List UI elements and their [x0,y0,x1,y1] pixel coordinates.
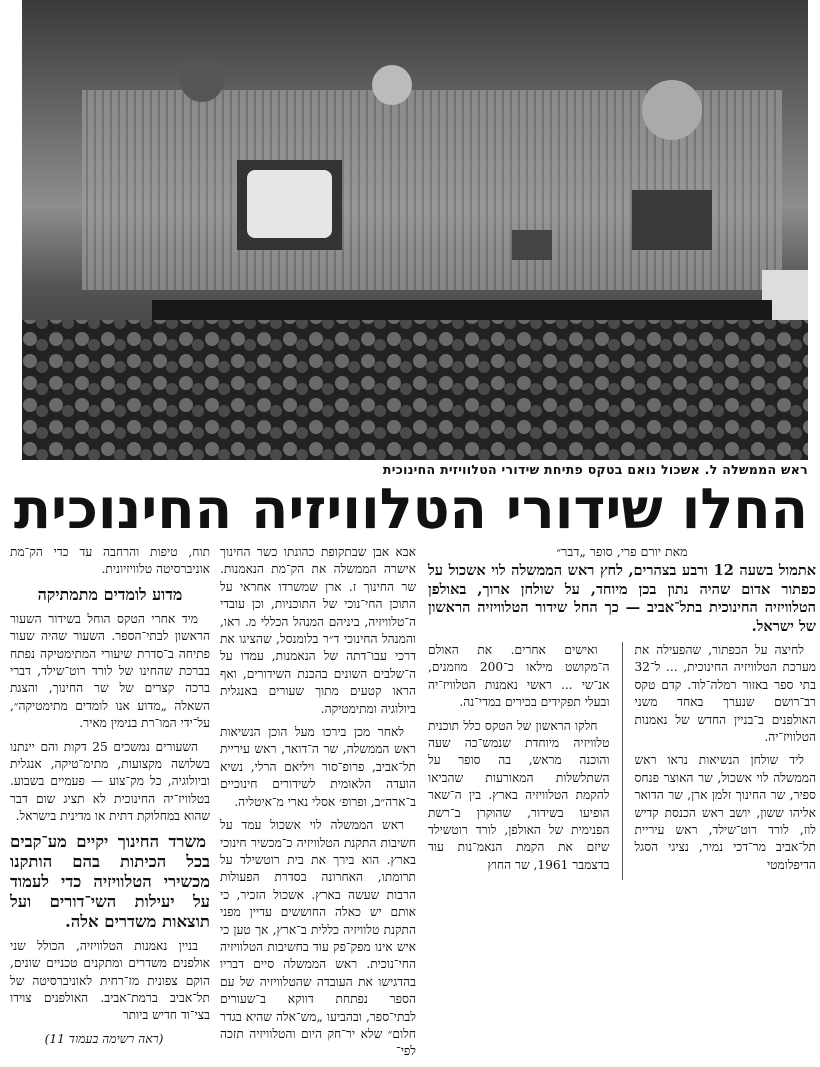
paragraph: חלקו הראשון של הטקס כלל תוכנית טלוויזיה מיוחדת שנמש־כה שעה והוכנה מראש, בה סופר על השתלשלות המאורעות שהביאו להקמת הטלוויזיה בארץ. בין ה־שאר הופיעו בשידור, שהוקרן ב־רשת הפנימית של האולפן, לורד רוטשילד שיזם את הקמת הנאמ־נות עוד בדצמבר 1961, שר החוץ [428,718,610,872]
paragraph: לחיצה על הכפתור, שהפעילה את מערכת הטלוויזיה החינוכית, ... ל־32 בתי ספר באזור רמלה־לוד. קדם טקס רב־רושם שנערך באחד משני האולפנים ב־בניין החדש של נאמנות הטלוויז־יה. [634,643,816,745]
column-divider [622,642,623,880]
column-middle [220,544,416,1067]
paragraph: ואישים אחרים. את האולם ה־מקושט מילאו כ־200 מוזמנים, אנ־שי ... ראשי נאמנות הטלוויז־יה ובעלי תפקידים בכירים במדי־נה. [428,643,610,710]
see-also-note: (ראה רשימה בעמוד 11) [44,1031,164,1046]
paragraph: מיד אחרי הטקס הוחל בשידור השעור הראשון לבתי־הספר. השעור שהיה שעור פתיחה ב־סדרת שיעורי המתימטיקה נפתח בברכת שהחינו של לורד רוט־שילד, דברי ברכה קצרים של שר החינוך, והצגת השאלה „מדוע אנו לומדים מתימטיקה״, על־ידי המו־רת בנימין מאיר. [10,611,210,731]
news-photo [22,0,808,460]
column-right-2 [428,642,610,880]
paragraph: בניין נאמנות הטלוויזיה, הכולל שני אולפנים משדרים ומתקנים טכניים שונים, הוקם צפונית מז־רחית לאוניברסיטה של תל־אביב ברמת־אביב. האולפנים צוידו בצי־וד חדיש ביותר [10,938,210,1023]
photo-caption: ראש הממשלה ל. אשכול נואם בטקס פתיחת שידורי הטלוויזית החינוכית [382,462,808,477]
paragraph: השעורים נמשכים 25 דקות והם יינתנו בשלושה מקצועות, מתימ־טיקה, אנגלית וביולוגיה, כל מק־צוע — פעמיים בשבוע. בטלוויז־יה החינוכית לא תציג שום דבר שהוא במחלוקת דתית או מדינית בישראל. [10,739,210,824]
headline: החלו שידורי הטלוויזיה החינוכית [13,477,808,542]
paragraph: ליד שולחן הנשיאות נראו ראש הממשלה לוי אשכול, שר האוצר פנחס ספיר, שר החינוך זלמן ארן, שר הדואר אליהו ששון, יושב ראש הכנסת קדיש לוז, לורד רוט־שילד, ראש עיריית תל־אביב מר־דכי נמיר, נציגי הסגל הדיפלומטי [634,753,816,872]
tv-studio-photo-icon [22,0,808,460]
column-left [10,544,210,1054]
paragraph: ראש הממשלה לוי אשכול עמד על חשיבות התקנת הטלוויזיה כ־מכשיר חינוכי בארץ. הוא בירך את בית רוטשילד על תרומתו, האחרונה בסדרת הפעולות הרבות שעשה בארץ. אשכול הזכיר, כי אותם יש כאלה החוששים עדיין מפני התקנת טלוויזיה כללית ב־ארץ, אך טען כי איש אינו מפק־פק עוד בחשיבות הטלוויזיה החי־נוכית. ראש הממשלה סיים דבריו בהדגישו את העובדה שהטלוויזיה של עם הספר נפתחת דווקא ב־שעורים לבתי־ספר, ובהביעו „מש־אלה שהיא בגדר חלום״ שלא יר־חק היום והטלוויזיה תזכה לפי־ [220,818,416,1059]
subheading: מדוע לומדים מתמתיקה [37,584,183,604]
byline: מאת יורם פרי, סופר „דבר״ [556,544,688,559]
subcolumns [428,642,816,880]
bold-paragraph: משרד החינוך יקיים מע־קבים בכל הכיתות בהם הותקנו מכשירי הטלוויזיה כדי לעמוד על יעילות השי־דורים ועל תוצאות משדרים אלה. [10,831,210,931]
paragraph: תוח, טיפות והרחבה עד כדי הק־מת אוניברסיטה טלוויזיונית. [10,545,210,577]
headline-container [13,477,808,542]
paragraph: אבא אבן שבתקופת כהונתו כשר החינוך אישרה הממשלה את הק־מת הנאמנות. שר החינוך ז. ארן שמשרדו אחראי על התוכן החי־נוכי של התוכניות, וכן עובדי ה־טלוויזיה, ביניהם המנהל הכללי מ. ראו, והמנהל החינוכי ד״ר בלומנסל, שהציגו את דרכי עבו־דתה של הנאמנות, עמדו על ה־שלבים השונים בהכנת השידורים, ואף הראו קטעים מתוך שעורים באנגלית ביולוגיה ומתימטיקה. [220,545,416,716]
article-right-block [428,544,816,880]
lead-paragraph: אתמול בשעה 12 ורבע בצהרים, לחץ ראש הממשלה לוי אשכול על כפתור אדום שהיה נתון בכן מיוחד, על שולחן ארוך, באולפן הטלוויזיה החינוכית בתל־אביב — כך החל שידור הטלוויזיה הראשון של ישראל. [428,562,817,635]
paragraph: לאחר מכן בירכו מעל הוכן הנשיאות ראש הממשלה, שר ה־דואר, ראש עיריית תל־אביב, פרופ־סור ויליאם הרלי, נשיא הועדה הלאומית לשידורים חינוכיים ב־ארה״ב, ופרופ׳ אסלי נארי מ־איטליה. [220,725,416,809]
column-right [635,642,817,880]
